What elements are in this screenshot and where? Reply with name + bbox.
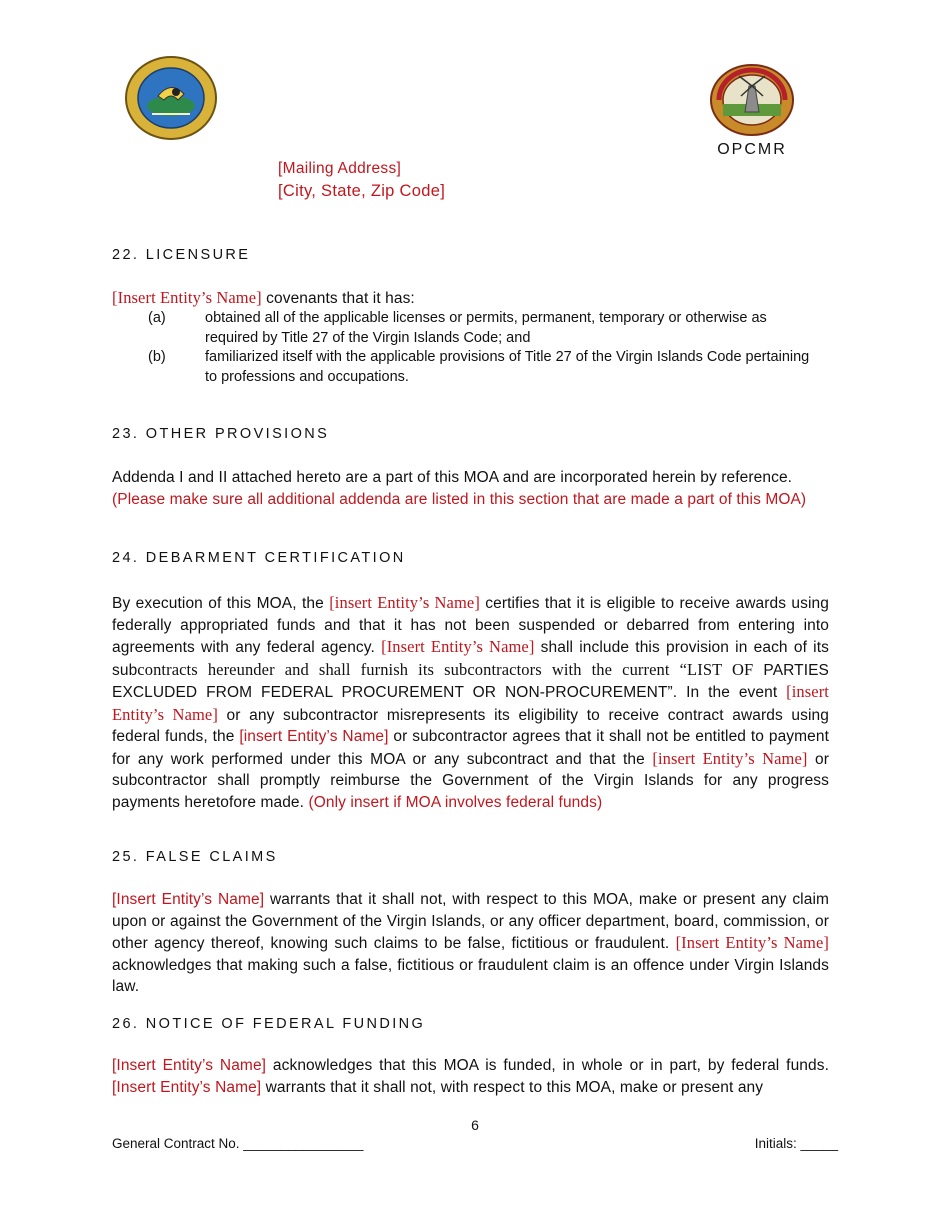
section-26-heading: 26. NOTICE OF FEDERAL FUNDING [112, 1016, 426, 1032]
entity-placeholder: [insert Entity’s Name] [329, 593, 480, 612]
section-22-heading: 22. LICENSURE [112, 247, 251, 263]
office-label: OPCMR [717, 141, 787, 158]
entity-placeholder: [Insert Entity’s Name] [112, 1057, 267, 1074]
contract-number-field: General Contract No. ________________ [112, 1136, 364, 1151]
section-24-text: By execution of this MOA, the [insert Entity’s Name] certifies that it is eligible to receive awards using federally appropriated funds and that it has not been suspended or debarred from entering into agreements with any federal agency. [Insert Entity’s Name] shall include this provision in each of its subcontracts hereunder and shall furnish its subcontractors with the current “LIST OF PARTIES EXCLUDED FROM FEDERAL PROCUREMENT OR NON-PROCUREMENT”. In the event [insert Entity’s Name] or any subcontractor misrepresents its eligibility to receive contract awards using federal funds, the [insert Entity’s Name] or subcontractor agrees that it shall not be entitled to payment for any work performed under this MOA or any subcontract and that the [insert Entity’s Name] or subcontractor shall promptly reimburse the Government of the Virgin Islands for any progress payments heretofore made. (Only insert if MOA involves federal funds) [112, 593, 829, 811]
instruction-note: (Only insert if MOA involves federal funds) [308, 793, 603, 811]
entity-placeholder: [insert Entity’s Name] [239, 728, 389, 745]
mailing-address: [Mailing Address] [278, 160, 402, 177]
usvi-government-seal-icon [124, 56, 218, 140]
entity-placeholder: [Insert Entity’s Name] [381, 637, 535, 656]
entity-placeholder: [Insert Entity’s Name] [112, 288, 262, 307]
section-25-text: [Insert Entity’s Name] warrants that it shall not, with respect to this MOA, make or present any claim upon or against the Government of the Virgin Islands, or any officer department, board, commission, or other agency thereof, knowing such claims to be false, fictitious or fraudulent. [Insert Entity’s Name] acknowledges that making such a false, fictitious or fraudulent claim is an offence under Virgin Islands law. [112, 891, 829, 995]
section-24-heading: 24. DEBARMENT CERTIFICATION [112, 550, 406, 566]
document-page: OPCMR [Mailing Address] [City, State, Zip Code] 22. LICENSURE [Insert Entity’s Name] covenants that it has: (a) obtained all of the applicable licenses or permits, permanent, temporary or otherwise as required by Title 27 of the Virgin Islands Code; and (b) familiarized itself with the applicable provisions of Title 27 of the Virgin Islands Code pertaining to professions and occupations. 23. OTHER PROVISIONS Addenda I and II attached hereto are a part of this MOA and are incorporated herein by reference. (Please make sure all additional addenda are listed in this section that are made a part of this MOA) 24. DEBARMENT CERTIFICATION By execution of this MOA, the [insert Entity’s Name] certifies that it is eligible to receive awards using federally appropriated funds and that it has not been suspended or debarred from entering into agreements with any federal agency. [Insert Entity’s Name] shall include this provision in each of its subcontracts hereunder and shall furnish its subcontractors with the current “LIST OF PARTIES EXCLUDED FROM FEDERAL PROCUREMENT OR NON-PROCUREMENT”. In the event [insert Entity’s Name] or any subcontractor misrepresents its eligibility to receive contract awards using federal funds, the [insert Entity’s Name] or subcontractor agrees that it shall not be entitled to payment for any work performed under this MOA or any subcontract and that the [insert Entity’s Name] or subcontractor shall promptly reimburse the Government of the Virgin Islands for any progress payments heretofore made. (Only insert if MOA involves federal funds) 25. FALSE CLAIMS [Insert Entity’s Name] warrants that it shall not, with respect to this MOA, make or present any claim upon or against the Government of the Virgin Islands, or any officer department, board, commission, or other agency thereof, knowing such claims to be false, fictitious or fraudulent. [Insert Entity’s Name] acknowledges that making such a false, fictitious or fraudulent claim is an offence under Virgin Islands law. 26. NOTICE OF FEDERAL FUNDING [Insert Entity’s Name] acknowledges that this MOA is funded, in whole or in part, by federal funds. [Insert Entity’s Name] warrants that it shall not, with respect to this MOA, make or present any 6 General Contract No. ________________ Initials: _____ [0, 0, 950, 1230]
section-23-heading: 23. OTHER PROVISIONS [112, 426, 330, 442]
initials-field: Initials: _____ [754, 1136, 838, 1151]
entity-placeholder: [insert Entity’s Name] [652, 748, 808, 768]
entity-placeholder: [Insert Entity’s Name] [112, 1078, 262, 1096]
entity-placeholder: [insert Entity’s Name] [112, 682, 829, 724]
section-22-intro: [Insert Entity’s Name] covenants that it has: [112, 288, 415, 307]
property-procurement-seal-icon [709, 64, 795, 136]
section-26-text: [Insert Entity’s Name] acknowledges that this MOA is funded, in whole or in part, by federal funds. [Insert Entity’s Name] warrants that it shall not, with respect to this MOA, make or present any [112, 1057, 830, 1096]
entity-placeholder: [Insert Entity’s Name] [675, 933, 829, 952]
entity-placeholder: [Insert Entity’s Name] [112, 891, 265, 908]
instruction-note: (Please make sure all additional addenda are listed in this section that are made a part of this MOA) [112, 490, 807, 508]
section-25-heading: 25. FALSE CLAIMS [112, 849, 278, 865]
city-state-zip: [City, State, Zip Code] [278, 182, 446, 200]
section-23-text: Addenda I and II attached hereto are a part of this MOA and are incorporated herein by reference. (Please make sure all additional addenda are listed in this section that are made a part of this MOA) [112, 469, 807, 508]
page-number: 6 [471, 1117, 479, 1133]
